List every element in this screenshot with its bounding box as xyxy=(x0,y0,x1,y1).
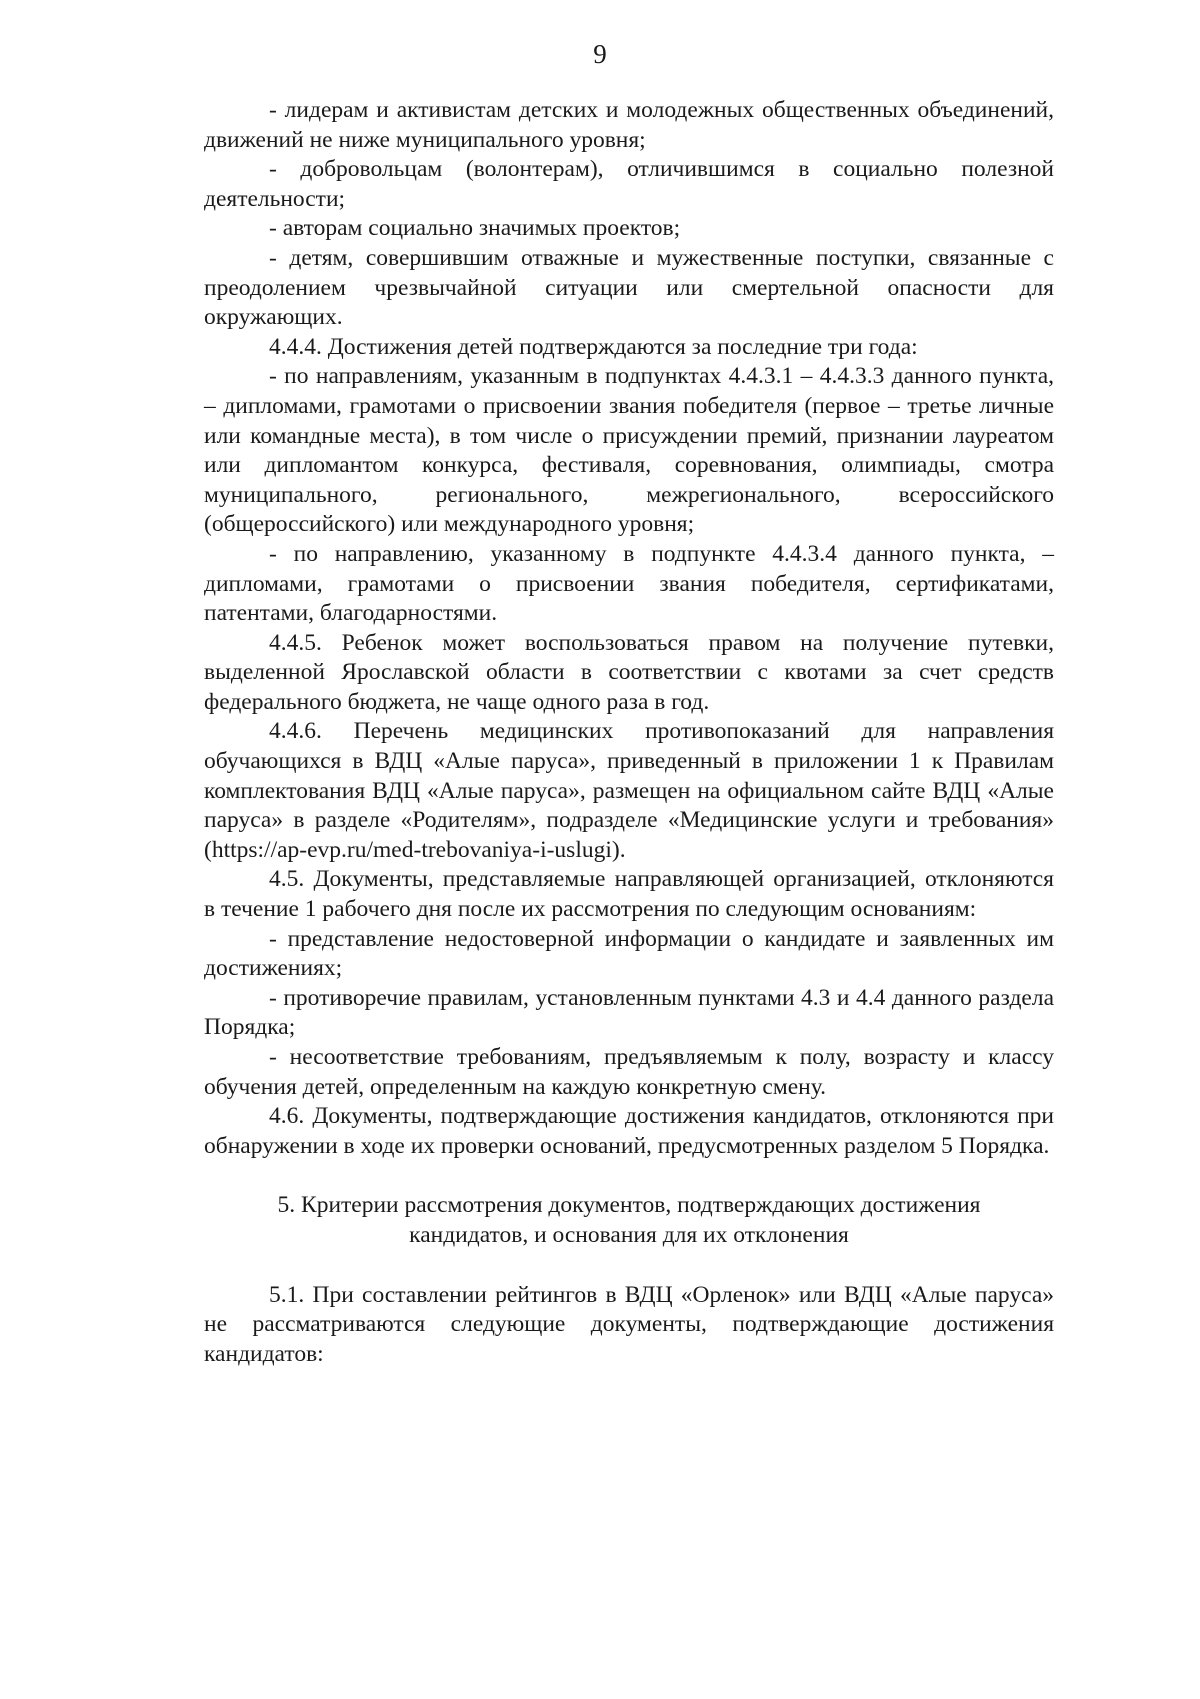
paragraph-4-5: 4.5. Документы, представляемые направляющей организацией, отклоняются в течение 1 рабочего дня после их рассмотрения по следующим основаниям: xyxy=(204,866,1054,923)
paragraph-project-authors: - авторам социально значимых проектов; xyxy=(269,215,681,242)
paragraph-brave-children: - детям, совершившим отважные и мужественные поступки, связанные с преодолением чрезвычайной ситуации или смертельной опасности для окружающих. xyxy=(204,244,1054,331)
paragraph-4-4-4: 4.4.4. Достижения детей подтверждаются за последние три года: xyxy=(269,333,918,360)
paragraph-4-6: 4.6. Документы, подтверждающие достижения кандидатов, отклоняются при обнаружении в ходе их проверки оснований, предусмотренных разделом 5 Порядка. xyxy=(204,1103,1054,1159)
paragraph-volunteers: - добровольцам (волонтерам), отличившимся в социально полезной деятельности; xyxy=(204,156,1054,212)
section-5-heading-line-1: 5. Критерии рассмотрения документов, подтверждающих достижения xyxy=(277,1192,981,1219)
section-5-heading-line-2: кандидатов, и основания для их отклонения xyxy=(409,1221,849,1248)
paragraph-5-1: 5.1. При составлении рейтингов в ВДЦ «Орленок» или ВДЦ «Алые паруса» не рассматриваются следующие документы, подтверждающие достижения кандидатов: xyxy=(204,1281,1054,1367)
document-body xyxy=(204,96,1054,1369)
section-5-heading xyxy=(204,1191,1054,1250)
paragraph-rules-contradiction: - противоречие правилам, установленным пунктами 4.3 и 4.4 данного раздела Порядка; xyxy=(204,984,1054,1041)
paragraph-direction-4-4-3-4: - по направлению, указанному в подпункте 4.4.3.4 данного пункта, – дипломами, грамотами о присвоении звания победителя, сертификатами, патентами, благодарностями. xyxy=(204,540,1054,627)
paragraph-leaders: - лидерам и активистам детских и молодежных общественных объединений, движений не ниже муниципального уровня; xyxy=(204,97,1054,153)
paragraph-false-info: - представление недостоверной информации о кандидате и заявленных им достижениях; xyxy=(204,925,1054,982)
paragraph-4-4-5: 4.4.5. Ребенок может воспользоваться правом на получение путевки, выделенной Ярославской области в соответствии с квотами за счет средств федерального бюджета, не чаще одного раза в год. xyxy=(204,629,1054,715)
paragraph-requirements-mismatch: - несоответствие требованиям, предъявляемым к полу, возрасту и классу обучения детей, определенным на каждую конкретную смену. xyxy=(204,1044,1054,1100)
paragraph-directions-4-4-3-1-3: - по направлениям, указанным в подпунктах 4.4.3.1 – 4.4.3.3 данного пункта, – дипломами, грамотами о присвоении звания победителя (первое – третье личные или командные места), в том числе о присуждении премий, признании лауреатом или дипломантом конкурса, фестиваля, соревнования, олимпиады, смотра муниципального, регионального, межрегионального, всероссийского (общероссийского) или международного уровня; xyxy=(204,363,1054,538)
page-number: 9 xyxy=(593,39,607,69)
paragraph-4-4-6: 4.4.6. Перечень медицинских противопоказаний для направления обучающихся в ВДЦ «Алые паруса», приведенный в приложении 1 к Правилам комплектования ВДЦ «Алые паруса», размещен на официальном сайте ВДЦ «Алые паруса» в разделе «Родителям», подразделе «Медицинские услуги и требования» (https://ap-evp.ru/med-trebovaniya-i-uslugi). xyxy=(204,718,1054,863)
